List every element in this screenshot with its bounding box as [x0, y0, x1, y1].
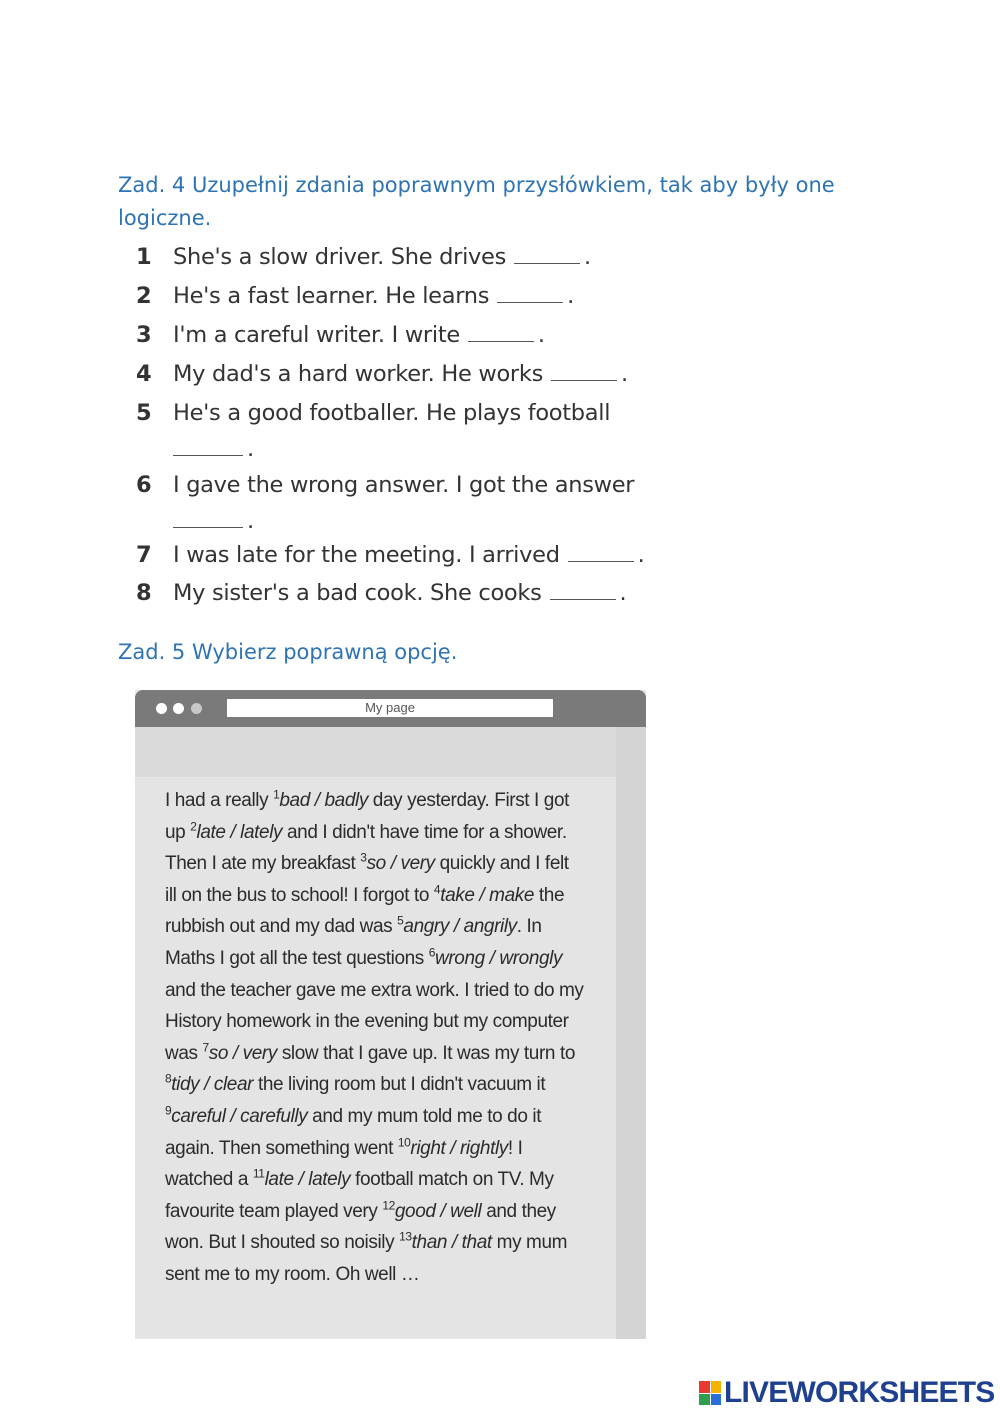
- item-number: 7: [136, 542, 152, 568]
- liveworksheets-logo-icon: [699, 1381, 721, 1405]
- item-text: I'm a careful writer. I write: [173, 322, 460, 348]
- option-choice-1[interactable]: bad / badly: [279, 790, 368, 811]
- item-period: .: [247, 436, 254, 462]
- answer-blank[interactable]: [173, 525, 243, 528]
- option-choice-7[interactable]: so / very: [208, 1042, 277, 1064]
- answer-blank[interactable]: [550, 597, 616, 600]
- option-choice-3[interactable]: so / very: [366, 853, 435, 875]
- item-text: My dad's a hard worker. He works: [173, 361, 544, 387]
- gap-number: 13: [399, 1229, 412, 1244]
- gap-number: 3: [360, 850, 367, 865]
- option-choice-12[interactable]: good / well: [394, 1200, 482, 1222]
- gap-number: 6: [428, 945, 436, 960]
- browser-header-band: [135, 727, 646, 777]
- gap-number: 5: [397, 914, 404, 929]
- story-text: I had a really $^1$bad / badly day yesterday. First I got up $^2$late / lately and I didn't have time for a shower. Then I ate my breakfast $^3$so / very quickly and I felt ill on the bus to school! I forgot to $^4$take / make the rubbish out and my dad was $^5$angry / angrily. In Maths I got all the test questions $^6$wrong / wrongly and the teacher gave me extra work. I tried to do my History homework in the evening but my computer was $^7$so / very slow that I gave up. It was my turn to $^8$tidy / clear the living room but I didn't vacuum it $^9$careful / carefully and my mum told me to do it again. Then something went $^{10}$right / rightly! I watched a $^{11}$late / lately football match on TV. My favourite team played very $^{12}$good / well and they won. But I shouted so noisily $^{13}$than / that my mum sent me to my room. Oh well …: [165, 787, 584, 1285]
- gap-number: 9: [165, 1103, 172, 1118]
- gap-number: 8: [165, 1072, 172, 1087]
- gap-number: 12: [382, 1198, 395, 1213]
- option-choice-9[interactable]: careful / carefully: [171, 1105, 308, 1127]
- gap-number: 7: [202, 1040, 209, 1055]
- option-choice-5[interactable]: angry / angrily: [403, 916, 517, 938]
- browser-sidebar: [616, 727, 646, 1339]
- gap-number: 10: [397, 1135, 411, 1150]
- option-choice-2[interactable]: late / lately: [196, 821, 283, 843]
- option-choice-8[interactable]: tidy / clear: [171, 1074, 254, 1096]
- item-number: 3: [136, 322, 152, 348]
- item-text: I gave the wrong answer. I got the answer: [173, 472, 635, 498]
- gap-number: 11: [252, 1166, 265, 1181]
- window-dot-icon: [156, 703, 167, 714]
- item-number: 1: [136, 244, 152, 270]
- item-period: .: [637, 542, 645, 568]
- answer-blank[interactable]: [173, 453, 243, 456]
- item-number: 2: [136, 283, 152, 309]
- task4-heading: Zad. 4 Uzupełnij zdania poprawnym przysłówkiem, tak aby były one logiczne.: [118, 173, 835, 230]
- answer-blank[interactable]: [568, 559, 634, 562]
- task5-heading: Zad. 5 Wybierz poprawną opcję.: [118, 640, 458, 664]
- item-text: I was late for the meeting. I arrived: [173, 542, 560, 568]
- option-choice-10[interactable]: right / rightly: [410, 1137, 508, 1159]
- item-period: .: [537, 322, 545, 348]
- item-period: .: [621, 361, 628, 387]
- answer-blank[interactable]: [497, 300, 563, 303]
- item-number: 6: [136, 472, 152, 498]
- brand-name: LIVEWORKSHEETS: [724, 1376, 995, 1409]
- browser-content: [135, 777, 616, 1339]
- answer-blank[interactable]: [551, 378, 617, 381]
- liveworksheets-brand: [699, 1378, 995, 1408]
- item-number: 5: [136, 400, 152, 426]
- answer-blank[interactable]: [514, 261, 580, 264]
- option-choice-6[interactable]: wrong / wrongly: [435, 947, 563, 969]
- address-bar: My page: [227, 699, 553, 717]
- window-dot-icon: [191, 703, 202, 714]
- browser-window: [135, 690, 646, 1339]
- item-text: He's a fast learner. He learns: [173, 283, 490, 309]
- item-period: .: [247, 508, 254, 534]
- option-choice-11[interactable]: late / lately: [264, 1169, 351, 1191]
- item-text: She's a slow driver. She drives: [173, 244, 507, 270]
- window-dot-icon: [173, 703, 184, 714]
- gap-number: 4: [433, 882, 441, 897]
- option-choice-13[interactable]: than / that: [411, 1232, 492, 1254]
- option-choice-4[interactable]: take / make: [440, 884, 535, 906]
- item-period: .: [584, 244, 591, 270]
- item-number: 4: [136, 361, 152, 387]
- gap-number: 1: [273, 787, 280, 802]
- answer-blank[interactable]: [468, 339, 534, 342]
- item-period: .: [619, 580, 627, 606]
- item-text: He's a good footballer. He plays football: [173, 400, 611, 426]
- item-period: .: [567, 283, 574, 309]
- gap-number: 2: [190, 819, 197, 834]
- item-number: 8: [136, 580, 152, 606]
- browser-toolbar: [135, 690, 646, 727]
- item-text: My sister's a bad cook. She cooks: [173, 580, 542, 606]
